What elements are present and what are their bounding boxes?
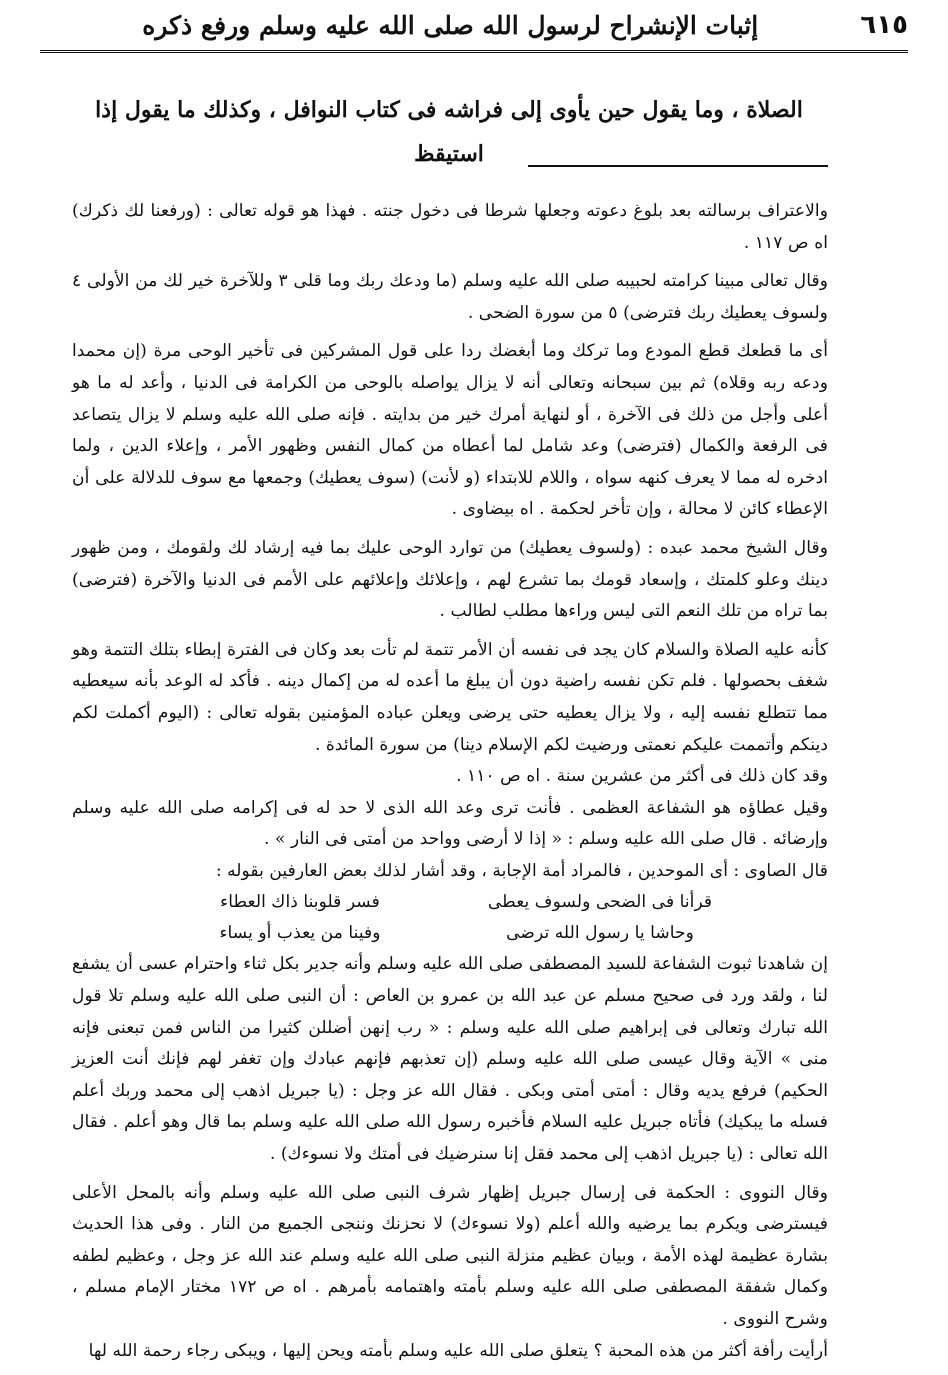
note-paragraph: أرأيت رأفة أكثر من هذه المحبة ؟ يتعلق صلى الله عليه وسلم بأمته ويحن إليها ، ويبكى رجاء رحمة الله لها (88, 1340, 828, 1361)
poem-verse (72, 918, 828, 949)
note-paragraph: كأنه عليه الصلاة والسلام كان يجد فى نفسه أن الأمر تتمة لم تأت بعد وكان فى الفترة إبطاء بتلك التتمة وهو شغف بحصولها . فلم تكن نفسه راضية دون أن يبلغ ما أعده له من إكمال دينه . فأكد له الوعد بأنه سيعطيه مما تتطلع نفسه إليه ، ولا يزال يعطيه حتى يرضى ويعلن عباده المؤمنين بقوله تعالى : (اليوم أكملت لكم دينكم وأتممت عليكم نعمتى ورضيت لكم الإسلام دينا) من سورة المائدة . (72, 639, 828, 755)
poem (72, 887, 828, 949)
hemistich: وفينا من يعذب أو يساء (219, 923, 381, 944)
page-header (40, 6, 908, 44)
poem-verse (72, 887, 828, 918)
page-number: ٦١٥ (860, 10, 908, 40)
note-paragraph: وقال تعالى مبينا كرامته لحبيبه صلى الله عليه وسلم (ما ودعك ربك وما قلى ٣ وللآخرة خير لك من الأولى ٤ ولسوف يعطيك ربك فترضى) ٥ من سورة الضحى . (72, 271, 828, 323)
main-text: الصلاة ، وما يقول حين يأوى إلى فراشه فى كتاب النوافل ، وكذلك ما يقول إذا استيقظ (95, 97, 803, 167)
hemistich: فسر قلوبنا ذاك العطاء (220, 892, 380, 913)
note-paragraph: وقد كان ذلك فى أكثر من عشرين سنة . اه ص ١١٠ . (456, 766, 828, 787)
note-paragraph: وقال الشيخ محمد عبده : (ولسوف يعطيك) من توارد الوحى عليك بما فيه إرشاد لك ولقومك ، ومن ظهور دينك وعلو كلمتك ، وإسعاد قومك بما تشرع لهم ، وإعلائك وإعلائهم على الأمم فى الدنيا والآخرة (فترضى) بما تراه من تلك النعم التى ليس وراءها مطلب لطالب . (72, 537, 828, 622)
note-paragraph: وقال النووى : الحكمة فى إرسال جبريل إظهار شرف النبى صلى الله عليه وسلم وأنه بالمحل الأعلى فيسترضى ويكرم بما يرضيه والله أعلم (ولا نسوءك) لا نحزنك وننجى الجميع من النار . وفى هذا الحديث بشارة عظيمة لهذه الأمة ، وبيان عظيم منزلة النبى صلى الله عليه وسلم عند الله عز وجل ، وعظيم لطفه وكمال شفقة المصطفى صلى الله عليه وسلم بأمته واهتمامه بأمرهم . اه ص ١٧٢ مختار الإمام مسلم ، وشرح النووى . (72, 1182, 828, 1329)
footnote-separator (528, 165, 828, 167)
footnotes (72, 196, 828, 1367)
running-title: إثبات الإنشراح لرسول الله صلى الله عليه وسلم ورفع ذكره (142, 10, 759, 40)
note-paragraph: والاعتراف برسالته بعد بلوغ دعوته وجعلها شرطا فى دخول جنته . فهذا هو قوله تعالى : (ورفعنا لك ذكرك) اه ص ١١٧ . (72, 201, 828, 253)
header-rule (40, 50, 908, 53)
note-paragraph: إن شاهدنا ثبوت الشفاعة للسيد المصطفى صلى الله عليه وسلم وأنه جدير بكل ثناء واحترام عسى أن يشفع لنا ، ولقد ورد فى صحيح مسلم عن عبد الله بن عمرو بن العاص : أن النبى صلى الله عليه وسلم تلا قول الله تبارك وتعالى فى إبراهيم صلى الله عليه وسلم : « رب إنهن أضللن كثيرا من الناس فمن تبعنى فإنه منى » الآية وقال عيسى صلى الله عليه وسلم (إن تعذبهم فإنهم عبادك وإن تغفر لهم فإنك أنت العزيز الحكيم) فرفع يديه وقال : أمتى أمتى وبكى . فقال الله عز وجل : (يا جبريل اذهب إلى محمد وربك أعلم فسله ما يبكيك) فأتاه جبريل عليه السلام فأخبره رسول الله صلى الله عليه وسلم بما قال وهو أعلم . فقال الله تعالى : (يا جبريل اذهب إلى محمد فقل إنا سنرضيك فى أمتك ولا نسوءك) . (72, 954, 828, 1165)
note-paragraph: قال الصاوى : أى الموحدين ، فالمراد أمة الإجابة ، وقد أشار لذلك بعض العارفين بقوله : (215, 860, 828, 881)
note-paragraph: وقيل عطاؤه هو الشفاعة العظمى . فأنت ترى وعد الله الذى لا حد له فى إكرامه صلى الله عليه وسلم وإرضائه . قال صلى الله عليه وسلم : « إذا لا أرضى وواحد من أمتى فى النار » . (72, 797, 828, 850)
hemistich: قرأنا فى الضحى ولسوف يعطى (487, 892, 713, 913)
hemistich: وحاشا يا رسول الله ترضى (506, 923, 694, 944)
note-paragraph: أى ما قطعك قطع المودع وما تركك وما أبغضك ردا على قول المشركين فى تأخير الوحى مرة (إن محمدا ودعه ربه وقلاه) ثم بين سبحانه وتعالى أنه لا يزال يواصله بالوحى من الكرامة فى الدنيا ، وأعد له ما هو أعلى وأجل من ذلك فى الآخرة ، أو لنهاية أمرك خير من بدايته . فإنه صلى الله عليه وسلم لا يزال يتصاعد فى الرفعة والكمال (فترضى) وعد شامل لما أعطاه من كمال النفس وظهور الأمر ، وإعلاء الدين ، ولما ادخره له مما لا يعرف كنهه سواه ، واللام للابتداء (و لأنت) (سوف يعطيك) وجمعها مع سوف للدلالة على أن الإعطاء كائن لا محالة ، وإن تأخر لحكمة . اه بيضاوى . (72, 341, 828, 520)
